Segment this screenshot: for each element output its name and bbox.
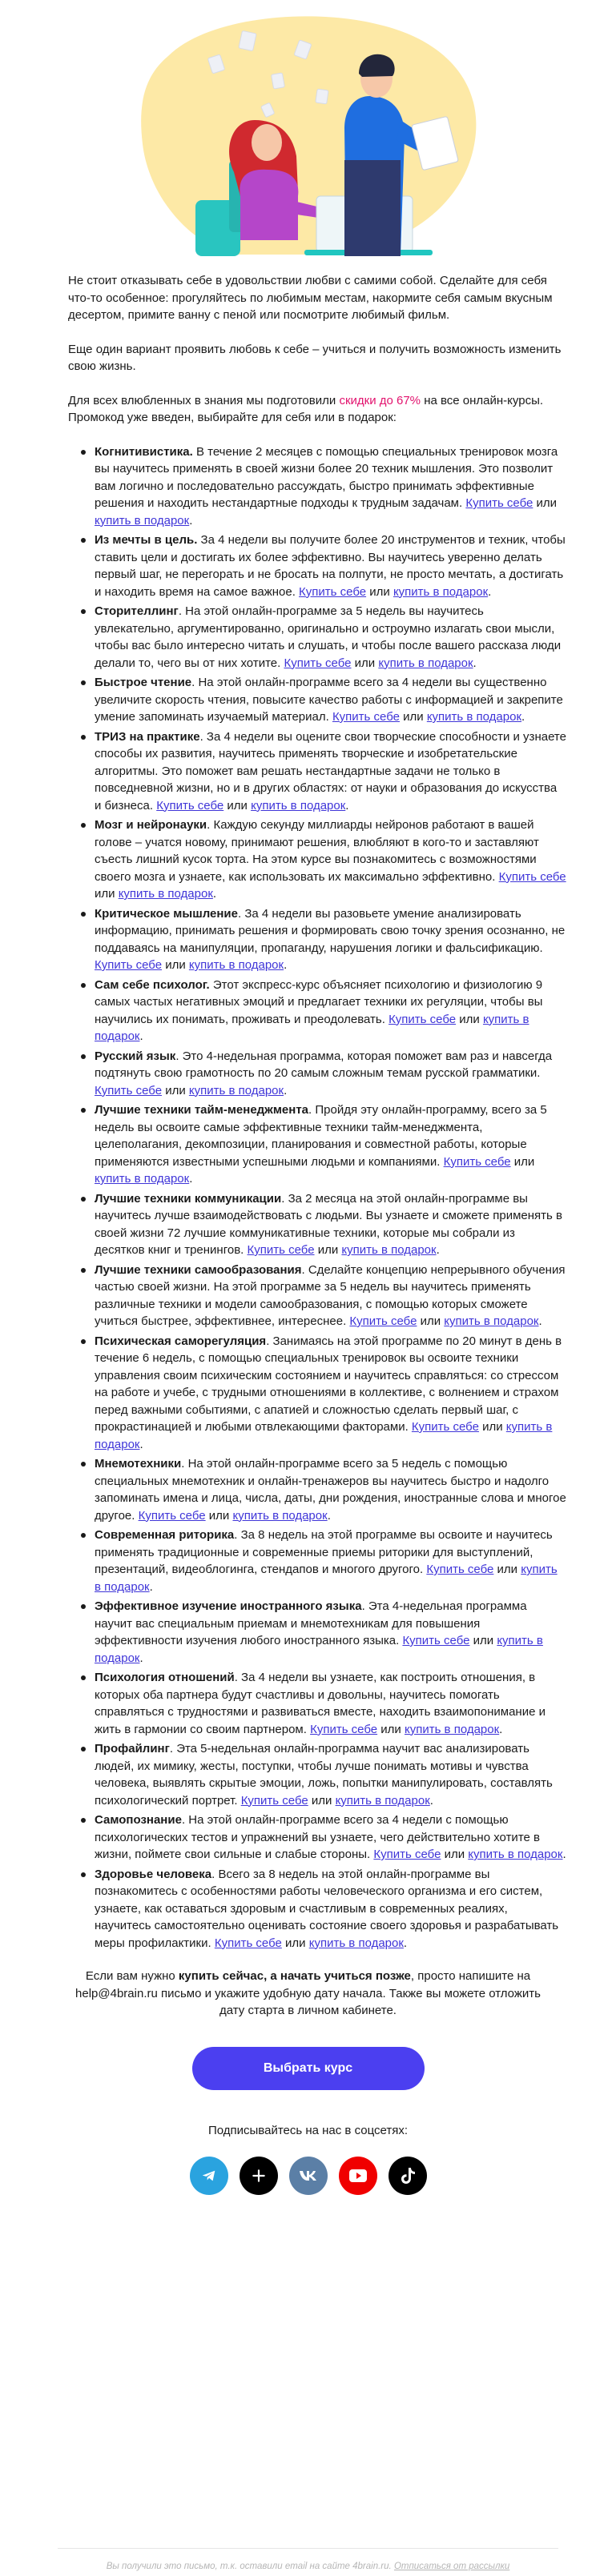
youtube-icon[interactable] (339, 2157, 377, 2195)
end-dot: . (521, 710, 525, 724)
or-text: или (281, 1936, 309, 1950)
buy-self-link[interactable]: Купить себе (95, 958, 163, 972)
course-item (81, 1048, 566, 1100)
course-list (68, 443, 566, 1952)
or-text: или (314, 1243, 342, 1257)
course-description: . На этой онлайн-программе всего за 5 недель с помощью специальных мнемотехник и онлайн-тренажеров вы научитесь быстро и надолго запоминать имена и лица, числа, даты, дни рождения, иностранные слова и многое другое. (95, 1457, 566, 1523)
course-item (81, 603, 566, 672)
buy-gift-link[interactable]: купить в подарок (95, 1420, 553, 1451)
buy-self-link[interactable]: Купить себе (138, 1508, 206, 1523)
buy-self-link[interactable]: Купить себе (247, 1243, 315, 1257)
or-text: или (95, 887, 119, 901)
end-dot: . (212, 887, 217, 901)
buy-gift-link[interactable]: купить в подарок (308, 1936, 404, 1950)
course-item (81, 817, 566, 903)
course-item (81, 1333, 566, 1454)
course-item (81, 1455, 566, 1524)
course-description: . Занимаясь на этой программе по 20 минут в день в течение 6 недель, с помощью специальных тренировок вы освоите техники управления своим психическим состоянием и научитесь справляться: со стрессом на работе и учебе, с трудными отношениями в коллективе, с волнением и страхом перед важными событиями, с апатией и сложностью сделать первый шаг, с прокрастинацией и любыми отвлекающими факторами. (95, 1334, 562, 1434)
discount-highlight: скидки до 67% (339, 393, 421, 407)
buy-self-link[interactable]: Купить себе (373, 1848, 441, 1861)
end-dot: . (327, 1508, 331, 1523)
course-title: ТРИЗ на практике (95, 729, 200, 744)
or-text: или (162, 1083, 189, 1097)
or-text: или (351, 656, 379, 670)
buy-gift-link[interactable]: купить в подарок (95, 1172, 190, 1186)
end-dot: . (436, 1243, 440, 1257)
course-description: . Каждую секунду миллиарды нейронов работают в вашей голове – учатся новому, принимают решения, влюбляют в кого-то и заставляют съесть лишний кусок торта. На этом курсе вы познакомитесь с возможностями своего мозга и узнаете, как использовать их максимально эффективно. (95, 818, 539, 884)
course-description: . Пройдя эту онлайн-программу, всего за 5 недель вы освоите самые эффективные техники тайм-менеджмента, целеполагания, декомпозиции, планирования и совместной работы, которые применяются известными успешными людьми и компаниями. (95, 1103, 547, 1169)
buy-self-link[interactable]: Купить себе (332, 710, 400, 724)
course-item (81, 1190, 566, 1259)
course-title: Мнемотехники (95, 1457, 182, 1471)
buy-self-link[interactable]: Купить себе (95, 1083, 163, 1097)
course-description: . Эта 5-недельная онлайн-программа научит вас анализировать людей, их мимику, жесты, поступки, чтобы лучше понимать мотивы и чувства человека, выявлять скрытые эмоции, ложь, попытки манипулировать, составлять психологический портрет. (95, 1742, 553, 1808)
or-text: или (441, 1848, 469, 1861)
hero-svg (0, 0, 616, 272)
course-item (81, 1740, 566, 1809)
x-icon[interactable] (240, 2157, 278, 2195)
end-dot: . (139, 1651, 143, 1665)
end-dot: . (562, 1848, 566, 1861)
main-content (0, 272, 616, 1952)
or-text: или (366, 584, 393, 599)
or-text: или (493, 1563, 521, 1576)
course-description: В течение 2 месяцев с помощью специальных тренировок мозга вы научитесь применять в своей жизни более 20 техник мышления. Это позволит вам логично и последовательно рассуждать, быстро принимать эффективные решения и находить нестандартные подходы к трудным задачам. (95, 444, 558, 510)
course-description: . За 4 недели вы узнаете, как построить отношения, в которых оба партнера будут счастливы и довольны, научитесь помогать справляться с трудностями и развиваться вместе, находить взаимопонимание и жить в гармонии со своим партнером. (95, 1671, 546, 1736)
buy-gift-link[interactable]: купить в подарок (118, 887, 213, 901)
course-title: Здоровье человека (95, 1867, 212, 1881)
footer (58, 2548, 558, 2576)
or-text: или (510, 1154, 535, 1169)
or-text: или (417, 1314, 445, 1328)
course-title: Психология отношений (95, 1671, 235, 1684)
course-item (81, 1812, 566, 1864)
buy-self-link[interactable]: Купить себе (214, 1936, 282, 1950)
or-text: или (223, 798, 252, 813)
end-dot: . (473, 656, 477, 670)
or-text: или (533, 496, 558, 510)
course-description: За 4 недели вы получите более 20 инструментов и техник, чтобы ставить цели и достигать их более эффективно. Вы научитесь уверенно делать первый шаг, не перегорать и не бросать на полпути, не просто мечтать, а достигать и находить время на самое важное. (95, 533, 566, 599)
end-dot: . (149, 1579, 153, 1594)
end-dot: . (284, 958, 288, 972)
telegram-icon[interactable] (190, 2157, 228, 2195)
cta-bold: купить сейчас, а начать учиться позже (178, 1969, 411, 1983)
buy-gift-link[interactable]: купить в подарок (341, 1243, 437, 1257)
course-description: . За 4 недели вы оцените свои творческие способности и узнаете способы их развития, научитесь применять творческие и изобретательские алгоритмы. Это поможет вам решать нестандартные задачи не только в повседневной жизни, но и в других областях: от науки и образования до искусства и бизнеса. (95, 729, 566, 813)
buy-self-link[interactable]: Купить себе (411, 1420, 479, 1434)
end-dot: . (429, 1793, 433, 1808)
or-text: или (162, 958, 189, 972)
tiktok-icon[interactable] (389, 2157, 427, 2195)
course-item (81, 443, 566, 530)
or-text: или (308, 1793, 336, 1808)
course-item (81, 1669, 566, 1738)
buy-gift-link[interactable]: купить в подарок (95, 1634, 543, 1665)
buy-self-link[interactable]: Купить себе (310, 1722, 378, 1736)
course-description: . Это 4-недельная программа, которая поможет вам раз и навсегда подтянуть свою грамотность по 20 самым сложным темам русской грамматики. (95, 1049, 553, 1080)
or-text: или (478, 1420, 506, 1434)
course-title: Психическая саморегуляция (95, 1334, 267, 1348)
end-dot: . (284, 1083, 288, 1097)
end-dot: . (139, 1029, 143, 1043)
or-text: или (469, 1634, 497, 1647)
footer-text: Вы получили это письмо, т.к. оставили email на сайте 4brain.ru. (106, 2562, 394, 2571)
course-title: Лучшие техники самообразования (95, 1262, 302, 1277)
buy-gift-link[interactable]: купить в подарок (393, 584, 489, 599)
buy-self-link[interactable]: Купить себе (156, 798, 224, 813)
buy-gift-link[interactable]: купить в подарок (444, 1314, 539, 1328)
buy-self-link[interactable]: Купить себе (240, 1793, 308, 1808)
buy-self-link[interactable]: Купить себе (498, 869, 566, 884)
end-dot: . (139, 1437, 143, 1451)
course-title: Сторителлинг (95, 604, 179, 618)
or-text: или (205, 1508, 233, 1523)
vk-icon[interactable] (289, 2157, 328, 2195)
buy-self-link[interactable]: Купить себе (389, 1012, 457, 1026)
cta-text-before: Если вам нужно (85, 1969, 179, 1983)
course-item (81, 1598, 566, 1667)
buy-gift-link[interactable]: купить в подарок (188, 1083, 284, 1097)
buy-gift-link[interactable]: купить в подарок (335, 1793, 430, 1808)
buy-self-link[interactable]: Купить себе (402, 1634, 470, 1647)
course-title: Мозг и нейронауки (95, 818, 207, 832)
course-title: Из мечты в цель. (95, 533, 198, 547)
social-title: Подписывайтесь на нас в соцсетях: (207, 2123, 409, 2137)
course-description: . Эта 4-недельная программа научит вас специальным приемам и мнемотехникам для повышения эффективности изучения любого иностранного языка. (95, 1599, 527, 1647)
buy-gift-link[interactable]: купить в подарок (251, 798, 346, 813)
course-description: . На этой онлайн-программе всего за 4 недели с помощью психологических тестов и упражнений вы узнаете, чего действительно хотите в жизни, поймете свои сильные и слабые стороны. (95, 1813, 540, 1861)
course-description: . За 4 недели вы разовьете умение анализировать информацию, принимать решения и формировать свою точку зрения осознанно, не поддаваясь на манипуляции, пропаганду, нарушения логики и фальсификацию. (95, 906, 566, 955)
course-description: . Всего за 8 недель на этой онлайн-программе вы познакомитесь с особенностями работы человеческого организма и его систем, узнаете, как оставаться здоровым и счастливым в современных реалиях, научитесь самостоятельно оценивать состояние своего здоровья и разрабатывать меры профилактики. (95, 1867, 559, 1950)
buy-self-link[interactable]: Купить себе (443, 1154, 511, 1169)
course-item (81, 977, 566, 1045)
course-title: Быстрое чтение (95, 676, 192, 689)
course-item (81, 1101, 566, 1188)
buy-self-link[interactable]: Купить себе (299, 584, 367, 599)
course-item (81, 674, 566, 726)
course-title: Критическое мышление (95, 906, 238, 921)
buy-gift-link[interactable]: купить в подарок (188, 958, 284, 972)
buy-gift-link[interactable]: купить в подарок (95, 1012, 529, 1043)
course-item (81, 1262, 566, 1330)
course-description: . За 8 недель на этой программе вы освоите и научитесь применять традиционные и современные приемы риторики для выступлений, презентаций, видеоблогинга, стендапов и многого другого. (95, 1528, 553, 1576)
course-title: Лучшие техники тайм-менеджмента (95, 1103, 309, 1117)
buy-self-link[interactable]: Купить себе (426, 1563, 494, 1576)
choose-course-button[interactable]: Выбрать курс (192, 2047, 425, 2090)
buy-self-link[interactable]: Купить себе (349, 1314, 417, 1328)
intro-text-before: Для всех влюбленных в знания мы подготовили (68, 393, 340, 407)
cta-text-after: , просто напишите на help@4brain.ru письмо и укажите удобную дату начала. Также вы можете отложить дату старта в личном кабинете. (75, 1969, 541, 2017)
cta-paragraph (0, 1968, 616, 2020)
course-item (81, 1527, 566, 1595)
buy-gift-link[interactable]: купить в подарок (378, 656, 473, 670)
or-text: или (456, 1012, 483, 1026)
course-item (81, 905, 566, 974)
course-item (81, 532, 566, 600)
buy-self-link[interactable]: Купить себе (465, 496, 533, 510)
buy-gift-link[interactable]: купить в подарок (468, 1848, 563, 1861)
course-title: Профайлинг (95, 1742, 170, 1755)
social-icons (0, 2157, 616, 2195)
course-title: Эффективное изучение иностранного языка (95, 1599, 362, 1613)
buy-gift-link[interactable]: купить в подарок (426, 710, 522, 724)
end-dot: . (189, 1172, 193, 1186)
course-title: Когнитивистика. (95, 444, 193, 459)
hero-illustration (0, 0, 616, 272)
end-dot: . (499, 1722, 503, 1736)
intro-paragraph-1: Не стоит отказывать себе в удовольствии любви с самими собой. Сделайте для себя что-то особенное: прогуляйтесь по любимым местам, накормите себя самым вкусным десертом, примите ванну с пеной или посмотрите любимый фильм. (68, 274, 553, 322)
end-dot: . (189, 513, 193, 528)
buy-gift-link[interactable]: купить в подарок (232, 1508, 328, 1523)
or-text: или (377, 1722, 405, 1736)
course-description: Этот экспресс-курс объясняет психологию и физиологию 9 самых частых негативных эмоций и предлагает техники их регуляции, чтобы вы научились их понимать, проживать и преодолевать. (95, 977, 543, 1026)
end-dot: . (488, 584, 492, 599)
course-title: Лучшие техники коммуникации (95, 1191, 282, 1206)
button-wrap (0, 2047, 616, 2090)
course-description: . На этой онлайн-программе всего за 4 недели вы существенно увеличите скорость чтения, повысите качество работы с информацией и закрепите умение запоминать изучаемый материал. (95, 676, 563, 724)
course-description: . На этой онлайн-программе за 5 недель вы научитесь увлекательно, аргументированно, оригинально и остроумно излагать свои мысли, чтобы вас было интересно читать и слушать, и чтобы после вашего рассказа люди делали то, чего вы от них хотите. (95, 604, 562, 670)
course-item (81, 728, 566, 815)
course-title: Самопознание (95, 1813, 182, 1827)
course-item (81, 1866, 566, 1952)
end-dot: . (538, 1314, 542, 1328)
buy-gift-link[interactable]: купить в подарок (95, 513, 190, 528)
end-dot: . (403, 1936, 408, 1950)
course-description: . За 2 месяца на этой онлайн-программе вы научитесь лучше взаимодействовать с людьми. Вы узнаете и сможете применять в своей жизни 72 лучшие коммуникативные техники, которые мы собрали из десятков книг и тренингов. (95, 1191, 562, 1257)
buy-gift-link[interactable]: купить в подарок (95, 1563, 558, 1594)
intro-text-after: на все онлайн-курсы. Промокод уже введен, выбирайте для себя или в подарок: (68, 393, 544, 424)
intro-paragraph-2: Еще один вариант проявить любовь к себе – учиться и получить возможность изменить свою жизнь. (68, 342, 562, 373)
buy-gift-link[interactable]: купить в подарок (404, 1722, 500, 1736)
course-title: Русский язык (95, 1049, 176, 1063)
course-title: Сам себе психолог. (95, 977, 210, 992)
course-description: . Сделайте концепцию непрерывного обучения частью своей жизни. На этой программе за 5 недель вы научитесь применять различные техники и модели самообразования, с помощью которых сможете учиться быстрее, эффективнее, интереснее. (95, 1262, 566, 1328)
end-dot: . (345, 798, 349, 813)
intro-paragraph-3 (68, 392, 566, 427)
unsubscribe-link[interactable]: Отписаться от рассылки (393, 2562, 510, 2571)
buy-self-link[interactable]: Купить себе (284, 656, 352, 670)
or-text: или (399, 710, 427, 724)
course-title: Современная риторика (95, 1528, 235, 1542)
